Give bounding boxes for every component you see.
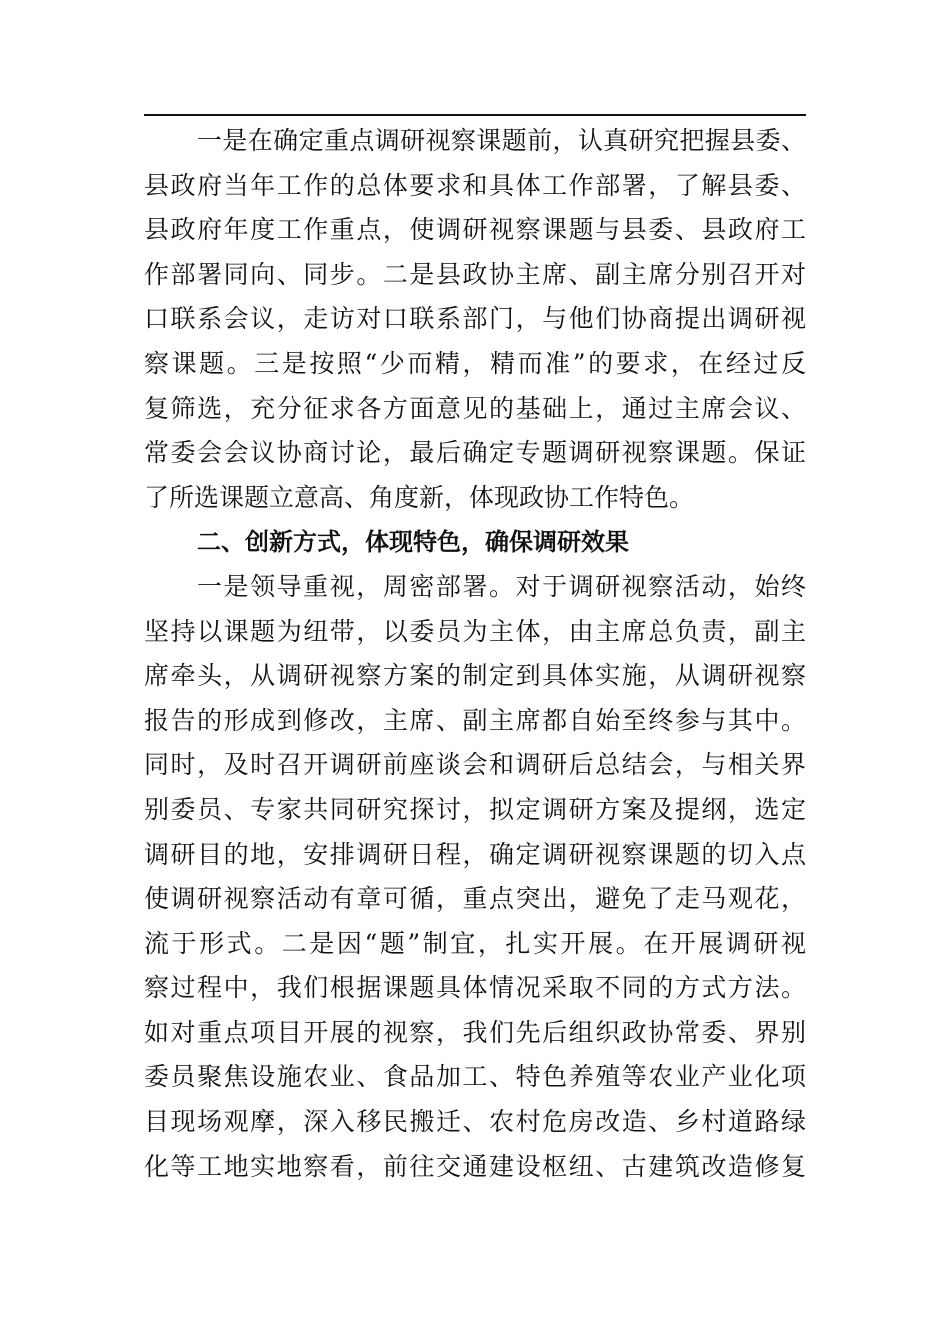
paragraph-line: 流于形式。二是因“题”制宜，扎实开展。在开展调研视 (144, 928, 806, 958)
paragraph-line: 目现场观摩，深入移民搬迁、农村危房改造、乡村道路绿 (144, 1107, 806, 1137)
paragraph-line: 察课题。三是按照“少而精，精而准”的要求，在经过反 (144, 348, 806, 378)
paragraph-line: 县政府当年工作的总体要求和具体工作部署，了解县委、 (144, 170, 806, 200)
paragraph-line: 口联系会议，走访对口联系部门，与他们协商提出调研视 (144, 304, 806, 334)
paragraph-line: 作部署同向、同步。二是县政协主席、副主席分别召开对 (144, 259, 806, 289)
paragraph-line: 如对重点项目开展的视察，我们先后组织政协常委、界别 (144, 1017, 806, 1047)
section-heading: 二、创新方式，体现特色，确保调研效果 (197, 528, 629, 557)
paragraph-line: 坚持以课题为纽带，以委员为主体，由主席总负责，副主 (144, 616, 806, 646)
paragraph-line: 一是领导重视，周密部署。对于调研视察活动，始终 (197, 571, 806, 601)
paragraph-line: 委员聚焦设施农业、食品加工、特色养殖等农业产业化项 (144, 1062, 806, 1092)
paragraph-line: 复筛选，充分征求各方面意见的基础上，通过主席会议、 (144, 393, 806, 423)
paragraph-line: 了所选课题立意高、角度新，体现政协工作特色。 (144, 482, 695, 512)
paragraph-line: 调研目的地，安排调研日程，确定调研视察课题的切入点 (144, 839, 806, 869)
document-body (144, 123, 806, 1193)
paragraph-line: 化等工地实地察看，前往交通建设枢纽、古建筑改造修复 (144, 1151, 806, 1181)
paragraph-line: 报告的形成到修改，主席、副主席都自始至终参与其中。 (144, 705, 806, 735)
header-rule (144, 114, 806, 116)
paragraph-line: 同时，及时召开调研前座谈会和调研后总结会，与相关界 (144, 750, 806, 780)
paragraph-line: 县政府年度工作重点，使调研视察课题与县委、县政府工 (144, 215, 806, 245)
paragraph-line: 席牵头，从调研视察方案的制定到具体实施，从调研视察 (144, 661, 806, 691)
paragraph-line: 使调研视察活动有章可循，重点突出，避免了走马观花， (144, 884, 806, 914)
paragraph-line: 常委会会议协商讨论，最后确定专题调研视察课题。保证 (144, 438, 806, 468)
paragraph-line: 察过程中，我们根据课题具体情况采取不同的方式方法。 (144, 973, 806, 1003)
paragraph-line: 一是在确定重点调研视察课题前，认真研究把握县委、 (197, 126, 806, 155)
paragraph-line: 别委员、专家共同研究探讨，拟定调研方案及提纲，选定 (144, 794, 806, 824)
